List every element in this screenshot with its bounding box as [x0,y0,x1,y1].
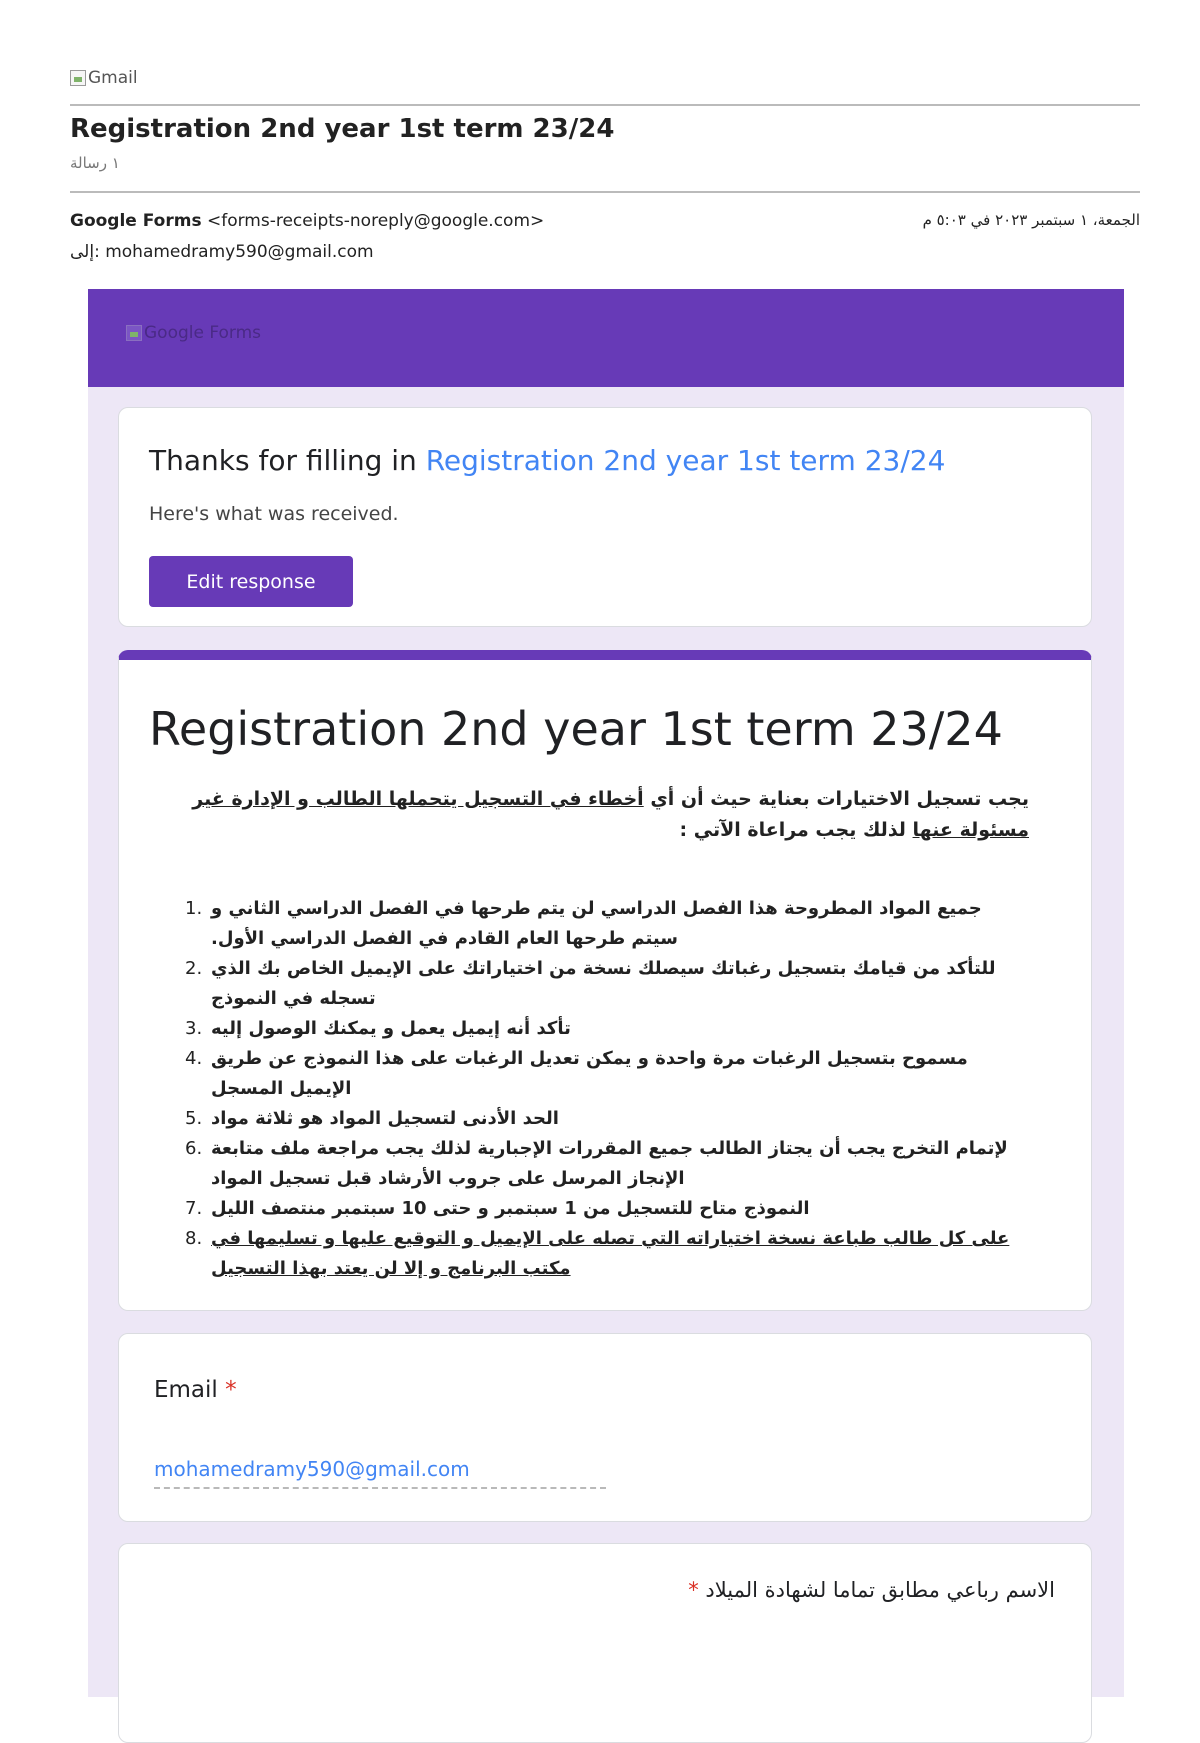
list-number: 7. [185,1198,203,1219]
thanks-card [118,407,1092,627]
email-label [154,1377,237,1403]
required-asterisk: * [225,1377,237,1403]
name-label-text: الاسم رباعي مطابق تماما لشهادة الميلاد [705,1578,1055,1602]
email-label-text: Email [154,1377,218,1403]
list-item [149,1104,1029,1134]
email-answer-value[interactable]: mohamedramy590@gmail.com [154,1457,606,1489]
list-text: الحد الأدنى لتسجيل المواد هو ثلاثة مواد [211,1108,559,1129]
divider [70,104,1140,106]
thanks-title [149,444,945,477]
list-item [149,954,1029,1014]
list-text: على كل طالب طباعة نسخة اختياراته التي تصله على الإيميل و التوقيع عليها و تسليمها في مكتب البرنامج و إلا لن يعتد بهذا التسجيل [211,1228,1010,1279]
list-number: 5. [185,1108,203,1129]
list-number: 1. [185,898,203,919]
edit-response-button[interactable]: Edit response [149,556,353,607]
list-text: للتأكد من قيامك بتسجيل رغباتك سيصلك نسخة من اختياراتك على الإيميل الخاص بك الذي تسجله في النموذج [211,958,996,1009]
message-count: ١ رسالة [70,154,120,172]
form-header-banner [88,289,1124,387]
list-number: 2. [185,958,203,979]
list-text: مسموح بتسجيل الرغبات مرة واحدة و يمكن تعديل الرغبات على هذا النموذج عن طريق الإيميل المسجل [211,1048,968,1099]
list-text: النموذج متاح للتسجيل من 1 سبتمبر و حتى 10 سبتمبر منتصف الليل [211,1198,810,1219]
name-question-label [688,1578,1055,1602]
list-item [149,1134,1029,1194]
google-forms-logo [126,323,261,343]
name-question-card [118,1543,1092,1743]
form-description-card [118,650,1092,1311]
divider [70,191,1140,193]
email-date: الجمعة، ١ سبتمبر ٢٠٢٣ في ٥:٠٣ م [922,211,1140,229]
required-asterisk: * [688,1578,699,1602]
broken-image-icon [70,70,86,86]
list-text: جميع المواد المطروحة هذا الفصل الدراسي لن يتم طرحها في الفصل الدراسي الثاني و سيتم طرحها العام القادم في الفصل الدراسي الأول. [211,898,982,949]
form-container [88,289,1124,1697]
list-number: 4. [185,1048,203,1069]
list-number: 8. [185,1228,203,1249]
list-item [149,894,1029,954]
list-text: لإتمام التخرج يجب أن يجتاز الطالب جميع المقررات الإجبارية لذلك يجب مراجعة ملف متابعة الإنجاز المرسل على جروب الأرشاد قبل تسجيل المواد [211,1138,1008,1189]
form-link[interactable]: Registration 2nd year 1st term 23/24 [425,444,946,477]
recipient-line [70,242,374,262]
email-subject: Registration 2nd year 1st term 23/24 [70,114,615,144]
thanks-prefix: Thanks for filling in [149,444,417,477]
sender-name: Google Forms [70,211,202,231]
sender-line [70,211,544,231]
received-text: Here's what was received. [149,503,399,525]
email-question-card [118,1333,1092,1522]
sender-email[interactable]: <forms-receipts-noreply@google.com> [206,211,545,231]
list-item [149,1194,1029,1224]
list-text: تأكد أنه إيميل يعمل و يمكنك الوصول إليه [211,1018,571,1039]
gmail-logo [70,68,138,88]
broken-image-icon [126,325,142,341]
form-title: Registration 2nd year 1st term 23/24 [149,702,1003,756]
list-number: 6. [185,1138,203,1159]
list-item [149,1044,1029,1104]
intro-underlined-text: أخطاء في التسجيل يتحملها الطالب و الإدارة غير مسئولة عنها [192,788,1029,841]
rules-list [149,894,1029,1284]
list-item [149,1014,1029,1044]
intro-end-text: لذلك يجب مراعاة الآتي : [679,819,913,841]
google-forms-logo-alt: Google Forms [144,323,262,343]
form-intro [149,784,1029,846]
list-item [149,1224,1029,1284]
list-number: 3. [185,1018,203,1039]
to-label: إلى: [70,242,100,262]
intro-text: يجب تسجيل الاختيارات بعناية حيث أن أي [643,788,1029,810]
gmail-logo-alt: Gmail [88,68,138,88]
to-email[interactable]: mohamedramy590@gmail.com [105,242,374,262]
